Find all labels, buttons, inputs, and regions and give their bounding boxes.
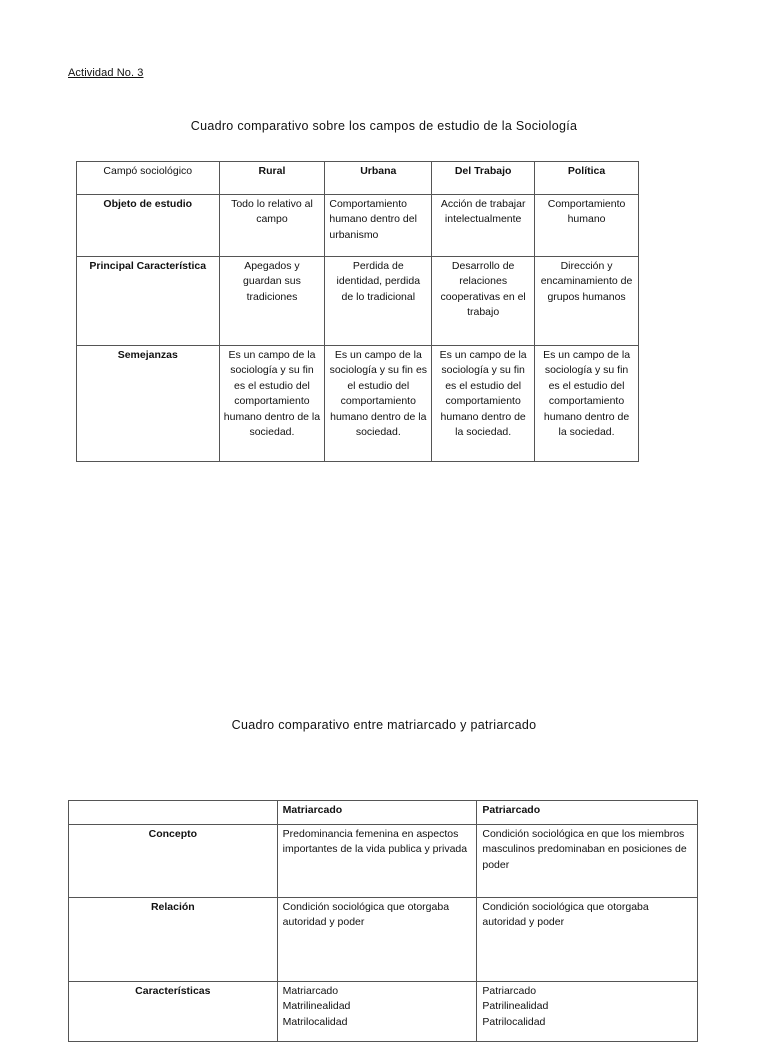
table-row xyxy=(77,346,639,462)
table-row xyxy=(69,898,698,982)
table-cell: Acción de trabajar intelectualmente xyxy=(432,195,535,257)
table-cell: Es un campo de la sociología y su fin es el estudio del comportamiento humano dentro de la sociedad. xyxy=(535,346,639,462)
column-header-trabajo: Del Trabajo xyxy=(432,162,535,195)
list-item: Patrilinealidad xyxy=(482,1000,549,1013)
matriarchy-patriarchy-table xyxy=(68,800,698,1042)
table2-title: Cuadro comparativo entre matriarcado y patriarcado xyxy=(231,718,537,732)
sociology-fields-table xyxy=(76,161,639,462)
activity-heading: Actividad No. 3 xyxy=(68,67,144,79)
list-item: Matrilocalidad xyxy=(282,1015,348,1028)
table-cell: Comportamiento humano dentro del urbanismo xyxy=(325,195,432,257)
column-header-politica: Política xyxy=(535,162,639,195)
column-header-rural: Rural xyxy=(219,162,325,195)
table-cell: Predominancia femenina en aspectos importantes de la vida publica y privada xyxy=(277,825,477,898)
table-row xyxy=(69,982,698,1042)
list-item: Patrilocalidad xyxy=(482,1015,546,1028)
table-cell: Es un campo de la sociología y su fin es el estudio del comportamiento humano dentro de la sociedad. xyxy=(432,346,535,462)
table-cell: Condición sociológica que otorgaba autoridad y poder xyxy=(477,898,698,982)
row-header: Características xyxy=(69,982,278,1042)
table1-title: Cuadro comparativo sobre los campos de estudio de la Sociología xyxy=(190,119,578,133)
column-header-matriarcado: Matriarcado xyxy=(277,801,477,825)
table-cell: Comportamiento humano xyxy=(535,195,639,257)
table-row xyxy=(77,195,639,257)
table-row xyxy=(77,257,639,346)
table-cell: Es un campo de la sociología y su fin es el estudio del comportamiento humano dentro de la sociedad. xyxy=(325,346,432,462)
table-cell: Es un campo de la sociología y su fin es el estudio del comportamiento humano dentro de la sociedad. xyxy=(219,346,325,462)
table-cell: Perdida de identidad, perdida de lo tradicional xyxy=(325,257,432,346)
row-header: Semejanzas xyxy=(77,346,220,462)
table-cell xyxy=(477,982,698,1042)
table-header-row xyxy=(77,162,639,195)
table-cell: Todo lo relativo al campo xyxy=(219,195,325,257)
column-header-empty xyxy=(69,801,278,825)
table-row xyxy=(69,825,698,898)
list-item: Matriarcado xyxy=(282,985,339,997)
table-cell: Apegados y guardan sus tradiciones xyxy=(219,257,325,346)
table-cell xyxy=(277,982,477,1042)
column-header-patriarcado: Patriarcado xyxy=(477,801,698,825)
column-header-urbana: Urbana xyxy=(325,162,432,195)
column-header-field: Campó sociológico xyxy=(77,162,220,195)
row-header: Relación xyxy=(69,898,278,982)
table-cell: Dirección y encaminamiento de grupos humanos xyxy=(535,257,639,346)
list-item: Matrilinealidad xyxy=(282,1000,351,1013)
table-cell: Desarrollo de relaciones cooperativas en el trabajo xyxy=(432,257,535,346)
row-header: Concepto xyxy=(69,825,278,898)
row-header: Objeto de estudio xyxy=(77,195,220,257)
list-item: Patriarcado xyxy=(482,985,537,997)
table-cell: Condición sociológica que otorgaba autoridad y poder xyxy=(277,898,477,982)
row-header: Principal Característica xyxy=(77,257,220,346)
table-cell: Condición sociológica en que los miembros masculinos predominaban en posiciones de poder xyxy=(477,825,698,898)
table-header-row xyxy=(69,801,698,825)
